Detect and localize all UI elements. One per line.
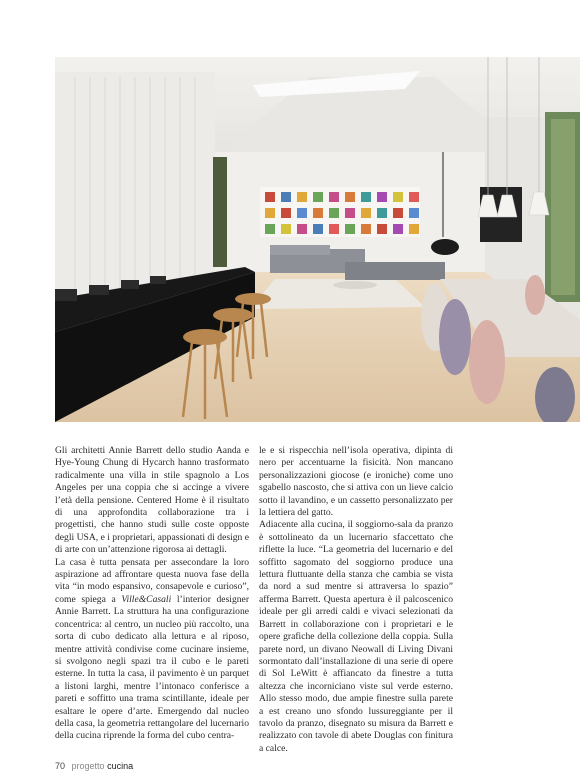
page-footer: [55, 761, 133, 771]
hero-photo: [55, 57, 580, 422]
magazine-title: progetto: [71, 761, 105, 771]
section-name: cucina: [107, 761, 134, 771]
paragraph-living: Adiacente alla cucina, il soggiorno-sala da pranzo è sottolineato da un lucernario sfaccettato che riflette la luce. “La geometria del lucernario e del soffitto sagomato del soggiorno produce una lettura fluttuante della stanza che cambia se vista da nord a sud mentre si attraversa lo spazio” afferma Barrett. Questa apertura è il palcoscenico ideale per gli arredi caldi e vivaci selezionati da Barrett in collaborazione con i proprietari e le opere grafiche della collezione della coppia. Sulla parete nord, un divano Neowall di Living Divani sormontato dall’installazione di una serie di opere di Sol LeWitt è affiancato da finestre a tutta altezza che incorniciano viste sul verde esterno. Allo stesso modo, due ampie finestre sulla parete a est creano uno sfondo lussureggiante per il tavolo da pranzo, disegnato su misura da Barrett e realizzato con tavole di abete Douglas con finitura a calce.: [259, 519, 453, 754]
magazine-name: Ville&Casali: [121, 593, 172, 605]
interior-photo-illustration: [55, 57, 580, 422]
paragraph-intro: Gli architetti Annie Barrett dello studio Aanda e Hye-Young Chung di Hycarch hanno trasformato radicalmente una villa in stile spagnolo a Los Angeles per una coppia che si accinge a vivere l’età della pensione. Centered Home è il risultato di una approfondita collaborazione tra i progettisti, che hanno studi sulle coste opposte degli USA, e i proprietari, appassionati di design e di arte con un’attenzione rigorosa ai dettagli.: [55, 445, 249, 556]
paragraph-concept: La casa è tutta pensata per assecondare la loro aspirazione ad affrontare questa nuova fase della vita “in modo espansivo, consapevole e curioso”, come spiega a Ville&Casali l’interior designer Annie Barrett. La struttura ha una configurazione concentrica: al centro, un nucleo più raccolto, una sorta di cubo dedicato alla lettura e al riposo, mentre attività condivise come cucinare insieme, si svolgono negli spazi tra il cubo e le pareti esterne. In tutta la casa, il pavimento è un parquet a listoni larghi, mentre l’intonaco conferisce a pareti e soffitto una trama scintillante, ideale per esaltare le opere d’arte. Emergendo dal nucleo della casa, la geometria rettangolare del lucernario della cucina riprende la forma del cubo centra-: [55, 556, 250, 742]
article-right-column: [259, 445, 453, 755]
paragraph-kitchen: le e si rispecchia nell’isola operativa, dipinta di nero per accentuarne la fisicità. Non mancano personalizzazioni giocose (e ironiche) come uno sgabello nascosto, che si attiva con un lieve calcio sotto il lavandino, e un cassetto personalizzato per la lettiera del gatto.: [259, 445, 453, 519]
page-number: 70: [55, 761, 66, 771]
article-left-column: [55, 445, 249, 743]
hanging-fireplace: [431, 239, 459, 255]
garden-opening: [213, 157, 227, 267]
artwork-grid: [260, 187, 420, 237]
